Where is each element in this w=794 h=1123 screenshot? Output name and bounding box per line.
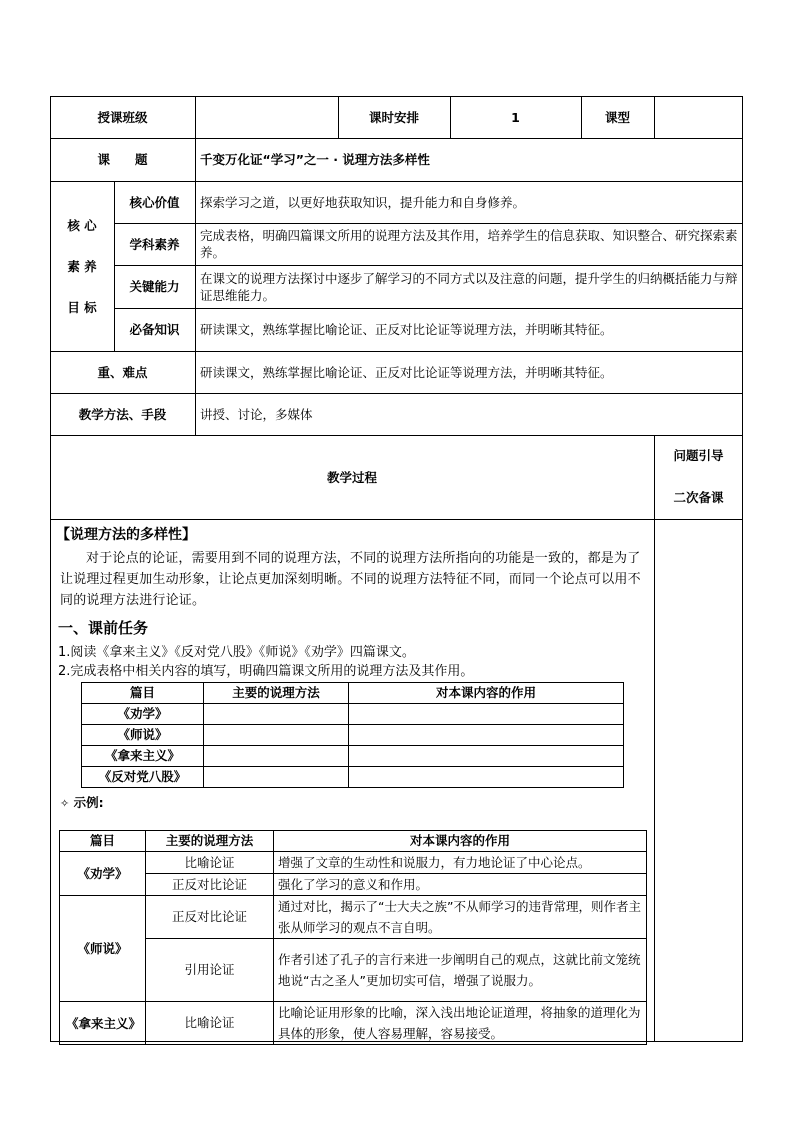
example-method-table xyxy=(59,830,647,1045)
task-2: 2.完成表格中相关内容的填写，明确四篇课文所用的说理方法及其作用。 xyxy=(58,664,474,679)
table-row xyxy=(82,767,624,788)
goals-group-label-line: 目 标 xyxy=(67,299,97,315)
goal-label-core-value: 核心价值 xyxy=(129,194,180,210)
topic-label: 课 题 xyxy=(97,152,148,167)
difficulty-value: 研读课文，熟练掌握比喻论证、正反对比论证等说理方法，并明晰其特征。 xyxy=(200,364,613,380)
table-row xyxy=(82,746,624,767)
header-method: 主要的说理方法 xyxy=(146,831,274,852)
schedule-label: 课时安排 xyxy=(368,109,419,125)
schedule-value: 1 xyxy=(511,109,520,125)
header-effect: 对本课内容的作用 xyxy=(274,831,647,852)
table-row xyxy=(60,874,647,896)
blank-method-table xyxy=(81,682,624,788)
table-row xyxy=(60,852,647,874)
row-method-input[interactable] xyxy=(204,767,349,788)
header-effect: 对本课内容的作用 xyxy=(349,683,624,704)
goal-label-subject-literacy: 学科素养 xyxy=(129,236,180,252)
task-1: 1.阅读《拿来主义》《反对党八股》《师说》《劝学》四篇课文。 xyxy=(58,645,415,660)
row-method: 比喻论证 xyxy=(146,1002,274,1045)
table-row xyxy=(60,1002,647,1045)
row-method: 正反对比论证 xyxy=(146,896,274,939)
goal-text-key-ability: 在课文的说理方法探讨中逐步了解学习的不同方式以及注意的问题，提升学生的归纳概括能力与辩证思维能力。 xyxy=(200,270,738,303)
col-divider xyxy=(654,435,655,1042)
section-title: 【说理方法的多样性】 xyxy=(56,527,196,543)
goal-text-essential-knowledge: 研读课文，熟练掌握比喻论证、正反对比论证等说理方法，并明晰其特征。 xyxy=(200,322,613,337)
row-title: 《拿来主义》 xyxy=(82,746,204,767)
header-method: 主要的说理方法 xyxy=(204,683,349,704)
method-value: 讲授、讨论，多媒体 xyxy=(200,406,313,422)
table-header-row xyxy=(60,831,647,852)
row-title: 《劝学》 xyxy=(82,704,204,725)
goal-label-key-ability: 关键能力 xyxy=(129,279,180,294)
method-label: 教学方法、手段 xyxy=(78,406,167,422)
side-label-second-prep: 二次备课 xyxy=(673,490,724,505)
class-label: 授课班级 xyxy=(97,109,148,125)
table-row xyxy=(60,939,647,1002)
row-method: 比喻论证 xyxy=(146,852,274,874)
row-effect-input[interactable] xyxy=(349,725,624,746)
goals-group-label-line: 核 心 xyxy=(67,217,97,233)
goal-label-essential-knowledge: 必备知识 xyxy=(129,322,180,337)
row-title: 《师说》 xyxy=(60,896,146,1002)
example-label: 示例: xyxy=(73,795,104,810)
diamond-bullet-icon: ✧ xyxy=(60,797,70,810)
row-effect-input[interactable] xyxy=(349,767,624,788)
row-method: 引用论证 xyxy=(146,939,274,1002)
heading-pre-class-task: 一、课前任务 xyxy=(58,619,149,637)
process-side-labels xyxy=(654,435,743,519)
table-row xyxy=(82,704,624,725)
example-label-wrap xyxy=(60,792,104,814)
table-row xyxy=(60,896,647,939)
type-value xyxy=(654,96,743,138)
header-title: 篇目 xyxy=(60,831,146,852)
intro-paragraph: 对于论点的论证，需要用到不同的说理方法，不同的说理方法所指向的功能是一致的，都是为了让说理过程更加生动形象，让论点更加深刻明晰。不同的说理方法特征不同，而同一个论点可以用不同的说理方法进行论证。 xyxy=(60,551,641,608)
row-effect: 通过对比，揭示了“士大夫之族”不从师学习的违背常理，则作者主张从师学习的观点不言自明。 xyxy=(274,896,647,939)
header-title: 篇目 xyxy=(82,683,204,704)
goals-group-label-line: 素 养 xyxy=(67,258,97,274)
row-method-input[interactable] xyxy=(204,704,349,725)
row-method-input[interactable] xyxy=(204,746,349,767)
row-effect: 作者引述了孔子的言行来进一步阐明自己的观点，这就比前文笼统地说“古之圣人”更加切实可信，增强了说服力。 xyxy=(274,939,647,1002)
row-effect-input[interactable] xyxy=(349,704,624,725)
row-title: 《反对党八股》 xyxy=(82,767,204,788)
row-effect: 强化了学习的意义和作用。 xyxy=(274,874,647,896)
row-divider xyxy=(50,519,743,520)
side-label-question: 问题引导 xyxy=(673,448,724,463)
topic-value: 千变万化证“学习”之一 · 说理方法多样性 xyxy=(200,152,430,167)
process-label: 教学过程 xyxy=(326,469,377,485)
row-effect: 比喻论证用形象的比喻，深入浅出地论证道理，将抽象的道理化为具体的形象，使人容易理解，容易接受。 xyxy=(274,1002,647,1045)
type-label: 课型 xyxy=(604,109,630,125)
goals-group-label xyxy=(50,181,114,351)
row-title: 《劝学》 xyxy=(60,852,146,896)
table-row xyxy=(82,725,624,746)
goal-text-core-value: 探索学习之道，以更好地获取知识，提升能力和自身修养。 xyxy=(200,194,526,210)
difficulty-label: 重、难点 xyxy=(97,364,148,380)
row-method-input[interactable] xyxy=(204,725,349,746)
row-title: 《师说》 xyxy=(82,725,204,746)
row-effect-input[interactable] xyxy=(349,746,624,767)
row-title: 《拿来主义》 xyxy=(60,1002,146,1045)
table-header-row xyxy=(82,683,624,704)
row-effect: 增强了文章的生动性和说服力，有力地论证了中心论点。 xyxy=(274,852,647,874)
row-method: 正反对比论证 xyxy=(146,874,274,896)
class-value xyxy=(195,96,338,138)
goal-text-subject-literacy: 完成表格，明确四篇课文所用的说理方法及其作用，培养学生的信息获取、知识整合、研究探索素养。 xyxy=(200,228,738,260)
